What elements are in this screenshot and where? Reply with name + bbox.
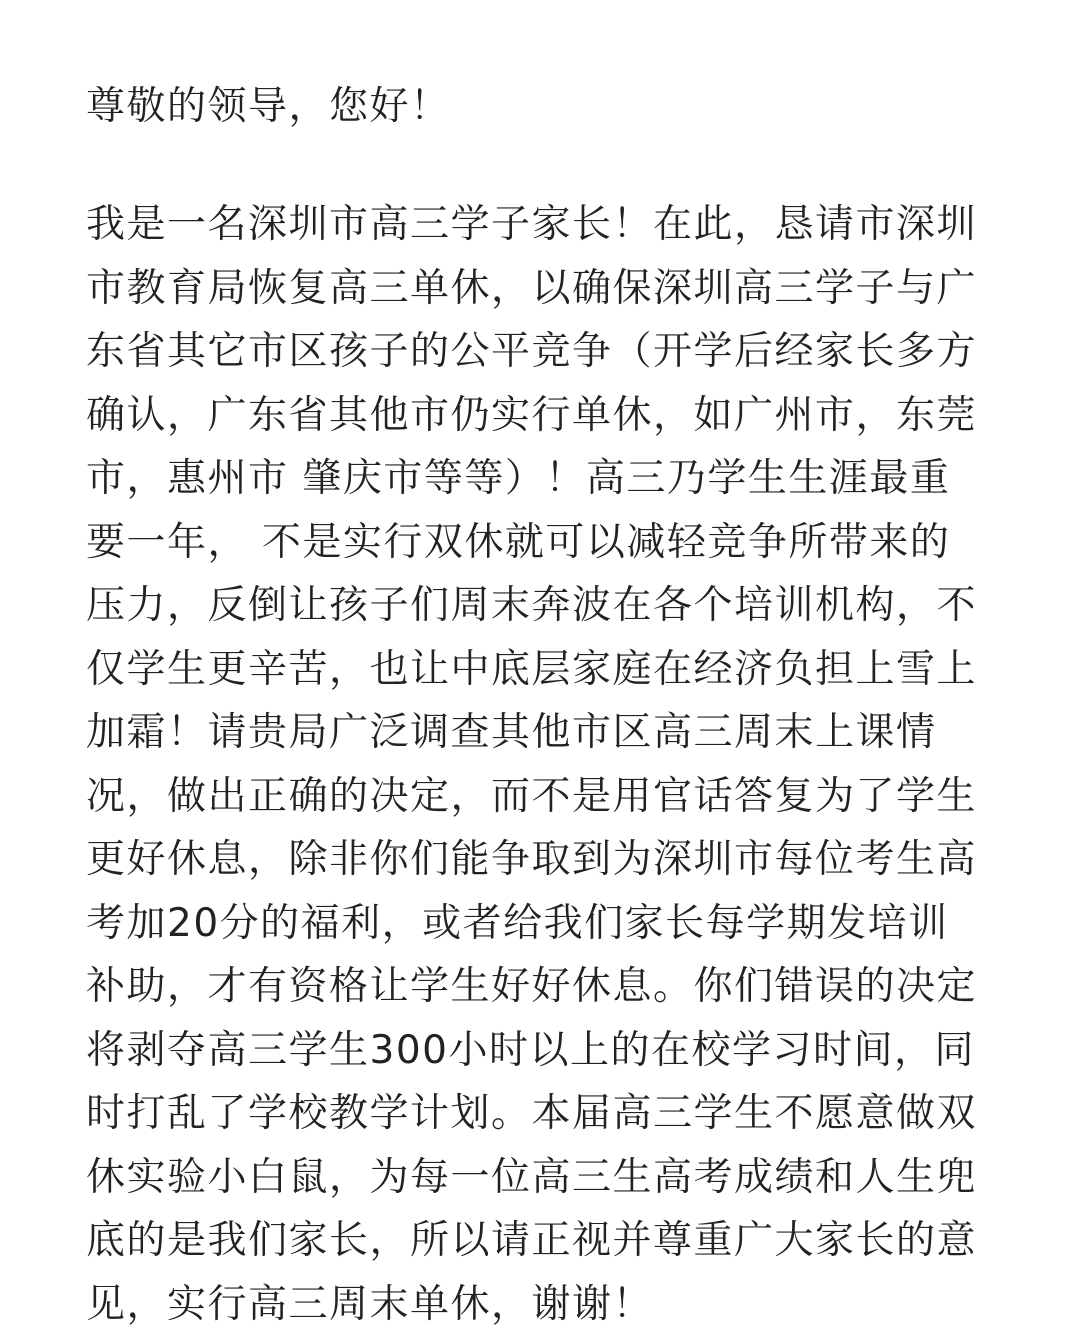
body-line: 底的是我们家长，所以请正视并尊重广大家长的意 bbox=[86, 1209, 1006, 1273]
body-line: 休实验小白鼠，为每一位高三生高考成绩和人生兜 bbox=[86, 1146, 1006, 1210]
body-line: 要一年， 不是实行双休就可以减轻竞争所带来的 bbox=[86, 511, 1006, 575]
body-line: 确认，广东省其他市仍实行单休，如广州市，东莞 bbox=[86, 384, 1006, 448]
body-line: 况，做出正确的决定，而不是用官话答复为了学生 bbox=[86, 765, 1006, 829]
body-line: 东省其它市区孩子的公平竞争（开学后经家长多方 bbox=[86, 320, 1006, 384]
body-line: 将剥夺高三学生300小时以上的在校学习时间，同 bbox=[86, 1019, 1006, 1083]
body-line: 仅学生更辛苦，也让中底层家庭在经济负担上雪上 bbox=[86, 638, 1006, 702]
body-line: 更好休息，除非你们能争取到为深圳市每位考生高 bbox=[86, 828, 1006, 892]
body-line: 市，惠州市 肇庆市等等）！高三乃学生生涯最重 bbox=[86, 447, 1006, 511]
body-line: 压力，反倒让孩子们周末奔波在各个培训机构，不 bbox=[86, 574, 1006, 638]
body-line: 时打乱了学校教学计划。本届高三学生不愿意做双 bbox=[86, 1082, 1006, 1146]
letter-body bbox=[86, 193, 1006, 1336]
body-line: 见，实行高三周末单休，谢谢！ bbox=[86, 1273, 1006, 1336]
body-line: 我是一名深圳市高三学子家长！在此，恳请市深圳 bbox=[86, 193, 1006, 257]
body-line: 考加20分的福利，或者给我们家长每学期发培训 bbox=[86, 892, 1006, 956]
body-line: 加霜！请贵局广泛调查其他市区高三周末上课情 bbox=[86, 701, 1006, 765]
body-line: 市教育局恢复高三单休，以确保深圳高三学子与广 bbox=[86, 257, 1006, 321]
letter-greeting: 尊敬的领导，您好！ bbox=[86, 76, 1006, 138]
body-line: 补助，才有资格让学生好好休息。你们错误的决定 bbox=[86, 955, 1006, 1019]
